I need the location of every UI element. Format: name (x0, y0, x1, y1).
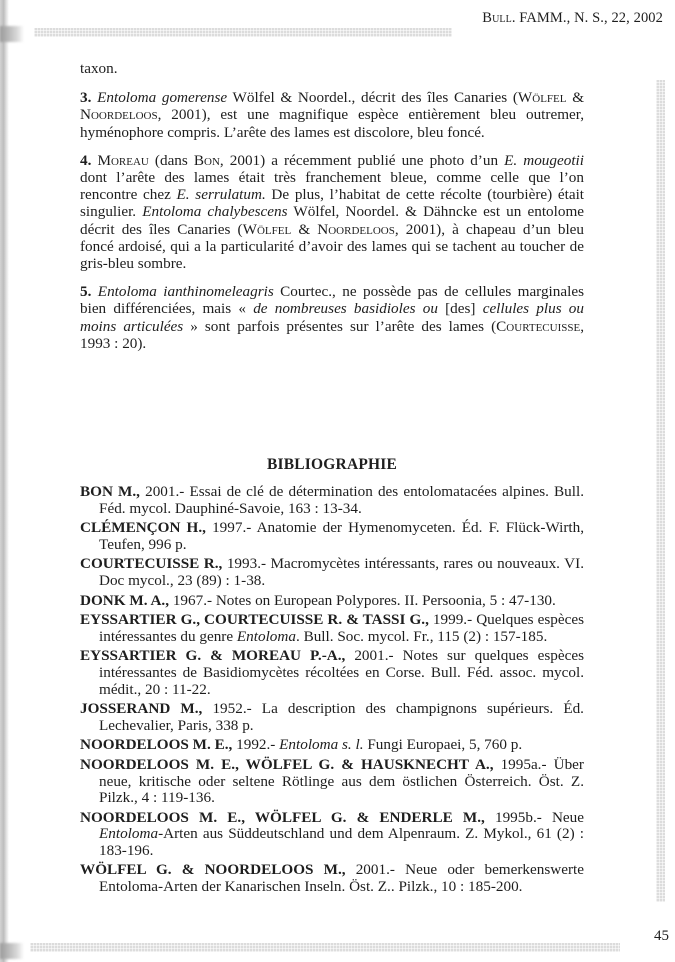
author-ref: Noordeloos (80, 106, 158, 124)
journal-smallcaps: ull (492, 10, 512, 26)
author-ref: Bon (193, 151, 220, 169)
reference-text: 1999.- Quelques espèces intéressantes du genre (99, 611, 584, 645)
reference-text: . Bull. Soc. mycol. Fr., 115 (2) : 157-185. (295, 627, 548, 645)
text: & (566, 89, 585, 107)
text: , 2001), est une magnifique espèce entièrement bleu outremer, hyménophore compris. L’arête des lames est discolore, bleu foncé. (80, 106, 584, 141)
page-number: 45 (654, 928, 669, 944)
reference-italic: Entoloma (99, 825, 159, 843)
reference-text: 1967.- Notes on European Polypores. II. Persoonia, 5 : 47-130. (169, 591, 556, 609)
species-name: Entoloma gomerense (97, 89, 228, 107)
author-ref: Moreau (97, 151, 149, 169)
species-name: E. serrulatum. (176, 186, 266, 204)
text: Courtec., ne possède pas de cellules marginales bien différenciées, mais « (80, 283, 584, 318)
taxon-line: taxon. (80, 60, 118, 77)
reference-text: Fungi Europaei, 5, 760 p. (363, 736, 523, 754)
text: Wölfel, Noordel. & Dähncke est un entolome décrit des îles Canaries ( (80, 203, 584, 238)
side-rule (656, 80, 665, 902)
text: De plus, l’habitat de cette récolte (tourbière) était singulier. (80, 186, 585, 221)
text: [des] (437, 300, 483, 318)
running-header (482, 10, 663, 27)
text: (dans (148, 151, 194, 169)
reference-author: JOSSERAND M., (80, 700, 203, 718)
note-number: 5. (80, 283, 92, 301)
reference-entry (80, 612, 584, 645)
text: » sont parfois présentes sur l’arête des lames ( (183, 317, 497, 335)
note-number: 4. (80, 151, 92, 169)
author-ref: Noordeloos (317, 220, 395, 238)
text: , 2001) a récemment publié une photo d’un (219, 151, 505, 169)
binding-mark-top (0, 26, 24, 42)
reference-entry (80, 737, 584, 754)
reference-entry (80, 556, 584, 589)
text: dont l’arête des lames était très franchement bleue, comme celle que l’on rencontre chez (80, 169, 584, 204)
journal-issue: . FAMM., N. S., 22, 2002 (511, 10, 663, 26)
species-name: Entoloma ianthinomeleagris (97, 283, 274, 301)
reference-entry (80, 520, 584, 553)
bibliography-heading: BIBLIOGRAPHIE (266, 456, 398, 473)
note-5 (80, 283, 584, 352)
reference-text: 2001.- Essai de clé de détermination des entolomatacées alpines. Bull. Féd. mycol. Dauphiné-Savoie, 163 : 13-34. (99, 483, 584, 517)
reference-entry (80, 593, 584, 610)
reference-entry (80, 757, 584, 807)
species-name: Entoloma chalybescens (142, 203, 288, 221)
header-rule (34, 28, 452, 37)
reference-text: 1993.- Macromycètes intéressants, rares ou nouveaux. VI. Doc mycol., 23 (89) : 1-38. (99, 555, 584, 589)
reference-entry (80, 701, 584, 734)
note-number: 3. (80, 89, 92, 107)
reference-author: CLÉMENÇON H., (80, 519, 206, 537)
reference-author: BON M., (80, 483, 140, 500)
reference-author: NOORDELOOS M. E., WÖLFEL G. & HAUSKNECHT A., (80, 755, 494, 773)
quotation: de nombreuses basidioles ou (253, 300, 438, 318)
reference-author: EYSSARTIER G., COURTECUISSE R. & TASSI G., (80, 611, 429, 629)
author-ref: Wölfel (242, 220, 292, 238)
reference-entry (80, 484, 584, 517)
reference-text: 1992.- (232, 736, 280, 754)
text: , 1993 : 20). (80, 317, 584, 352)
author-ref: Wölfel (517, 89, 567, 107)
reference-text: 1952.- La description des champignons supérieurs. Éd. Lechevalier, Paris, 338 p. (99, 700, 584, 734)
author-ref: Courtecuisse (496, 317, 581, 335)
note-4 (80, 152, 584, 272)
reference-italic: Entoloma s. l. (279, 736, 364, 754)
reference-text: 2001.- Notes sur quelques espèces intéressantes de Basidiomycètes récoltées en Corse. Bull. Féd. assoc. mycol. médit., 20 : 11-22. (99, 647, 584, 698)
reference-author: WÖLFEL G. & NOORDELOOS M., (80, 861, 346, 879)
text: & (291, 220, 318, 238)
reference-text: 1995b.- Neue (484, 808, 585, 826)
reference-entry (80, 862, 584, 895)
reference-author: NOORDELOOS M. E., (80, 736, 233, 754)
reference-author: DONK M. A., (80, 591, 170, 609)
reference-italic: Entoloma (236, 627, 296, 645)
reference-author: NOORDELOOS M. E., WÖLFEL G. & ENDERLE M., (80, 808, 485, 826)
quotation: cellules plus ou moins articulées (80, 300, 584, 335)
text: Wölfel & Noordel., décrit des îles Canaries ( (227, 89, 518, 107)
main-text (80, 60, 584, 363)
text: , 2001), à chapeau d’un bleu foncé ardoisé, qui a la particularité d’avoir des lames qui se tachent au toucher de gris-bleu sombre. (80, 220, 584, 273)
reference-text: 1995a.- Über neue, kritische oder seltene Rötlinge aus dem östlichen Österreich. Öst. Z. Pilzk., 4 : 119-136. (99, 755, 584, 807)
bibliography-list (80, 484, 584, 899)
reference-text: 2001.- Neue oder bemerkenswerte Entoloma-Arten der Kanarischen Inseln. Öst. Z.. Pilzk., 10 : 185-200. (99, 861, 584, 896)
page-binding-shadow (0, 0, 9, 962)
reference-author: EYSSARTIER G. & MOREAU P.-A., (80, 647, 346, 665)
reference-text: 1997.- Anatomie der Hymenomyceten. Éd. F. Flück-Wirth, Teufen, 996 p. (99, 519, 584, 553)
journal-prefix: B (482, 10, 493, 26)
binding-mark-bottom (0, 943, 24, 959)
footer-rule (30, 943, 620, 952)
reference-text: -Arten aus Süddeutschland und dem Alpenraum. Z. Mykol., 61 (2) : 183-196. (99, 825, 584, 859)
reference-entry (80, 648, 584, 698)
species-name: E. mougeotii (504, 151, 584, 169)
note-3 (80, 89, 584, 141)
reference-author: COURTECUISSE R., (80, 555, 223, 573)
reference-entry (80, 810, 584, 860)
